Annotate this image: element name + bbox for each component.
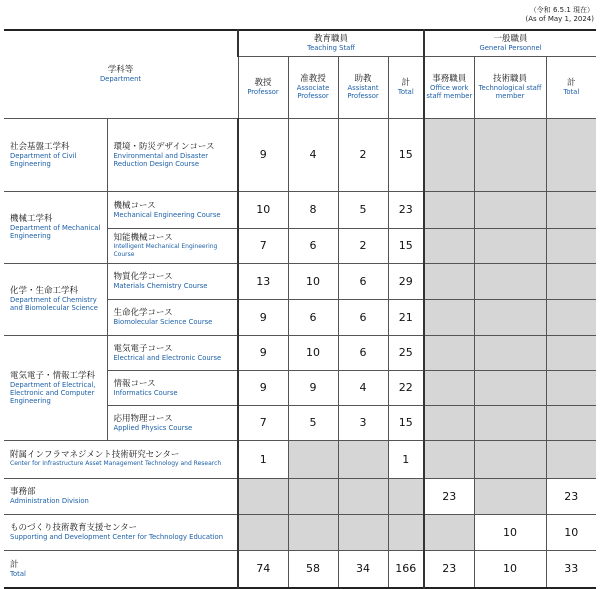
course-phys: 応用物理コース Applied Physics Course — [107, 405, 238, 440]
cell-empty — [424, 370, 474, 405]
cell-empty — [546, 191, 596, 228]
cell-empty — [238, 514, 288, 550]
table-row — [4, 440, 596, 478]
table-row — [4, 514, 596, 550]
cell-prof: 9 — [238, 370, 288, 405]
cell-empty — [288, 440, 338, 478]
cell-empty — [474, 335, 546, 370]
cell-empty — [238, 478, 288, 514]
monozukuri-center: ものづくり技術教育支援センター Supporting and Development Center for Technology Education — [4, 514, 238, 550]
cell-assoc: 9 — [288, 370, 338, 405]
cell-empty — [424, 228, 474, 263]
staff-table — [4, 29, 596, 589]
cell-total: 29 — [388, 263, 424, 299]
cell-asst: 6 — [338, 299, 388, 335]
course-info: 情報コース Informatics Course — [107, 370, 238, 405]
cell-empty — [288, 478, 338, 514]
cell-empty — [474, 299, 546, 335]
cell-empty — [424, 335, 474, 370]
cell-empty — [338, 478, 388, 514]
cell-empty — [424, 191, 474, 228]
cell-assoc: 6 — [288, 299, 338, 335]
cell-empty — [546, 405, 596, 440]
cell-asst: 6 — [338, 335, 388, 370]
course-mecheng: 機械コース Mechanical Engineering Course — [107, 191, 238, 228]
cell-asst: 5 — [338, 191, 388, 228]
cell-empty — [546, 370, 596, 405]
cell-prof: 9 — [238, 335, 288, 370]
header-assistant: 助教 Assistant Professor — [338, 56, 388, 118]
dept-elec: 電気電子・情報工学科 Department of Electrical, Electronic and Computer Engineering — [4, 335, 107, 440]
cell-total: 21 — [388, 299, 424, 335]
cell-empty — [546, 440, 596, 478]
course-biomol: 生命化学コース Biomolecular Science Course — [107, 299, 238, 335]
cell-total: 23 — [546, 478, 596, 514]
table-row — [4, 335, 596, 370]
header-total-teaching: 計 Total — [388, 56, 424, 118]
cell-empty — [546, 299, 596, 335]
cell-total: 15 — [388, 118, 424, 191]
total-assoc: 58 — [288, 550, 338, 588]
cell-total: 15 — [388, 405, 424, 440]
cell-empty — [474, 263, 546, 299]
total-general: 33 — [546, 550, 596, 588]
dept-civil: 社会基盤工学科 Department of Civil Engineering — [4, 118, 107, 191]
cell-empty — [388, 478, 424, 514]
cell-prof: 7 — [238, 405, 288, 440]
table-row — [4, 263, 596, 299]
cell-assoc: 10 — [288, 335, 338, 370]
course-intel: 知能機械コース Intelligent Mechanical Engineering Course — [107, 228, 238, 263]
cell-empty — [474, 440, 546, 478]
cell-empty — [424, 299, 474, 335]
header-row-1 — [4, 30, 596, 56]
table-row — [4, 478, 596, 514]
header-total-general: 計 Total — [546, 56, 596, 118]
cell-total: 22 — [388, 370, 424, 405]
header-tech: 技術職員 Technological staff member — [474, 56, 546, 118]
cell-assoc: 4 — [288, 118, 338, 191]
cell-prof: 9 — [238, 118, 288, 191]
cell-total: 1 — [388, 440, 424, 478]
as-of-jp: （令和 6.5.1 現在） — [529, 6, 594, 14]
total-office: 23 — [424, 550, 474, 588]
cell-empty — [546, 335, 596, 370]
cell-empty — [474, 191, 546, 228]
cell-total: 25 — [388, 335, 424, 370]
cell-total: 23 — [388, 191, 424, 228]
cell-assoc: 10 — [288, 263, 338, 299]
cell-prof: 1 — [238, 440, 288, 478]
cell-empty — [474, 405, 546, 440]
cell-empty — [546, 118, 596, 191]
cell-empty — [474, 370, 546, 405]
cell-empty — [424, 118, 474, 191]
total-prof: 74 — [238, 550, 288, 588]
cell-asst: 6 — [338, 263, 388, 299]
infra-center: 附属インフラマネジメント技術研究センター Center for Infrastructure Asset Management Technology and Research — [4, 440, 238, 478]
total-tech: 10 — [474, 550, 546, 588]
total-teaching: 166 — [388, 550, 424, 588]
dept-chem: 化学・生命工学科 Department of Chemistry and Biomolecular Science — [4, 263, 107, 335]
cell-assoc: 5 — [288, 405, 338, 440]
cell-assoc: 8 — [288, 191, 338, 228]
header-office: 事務職員 Office work staff member — [424, 56, 474, 118]
header-professor: 教授 Professor — [238, 56, 288, 118]
cell-empty — [288, 514, 338, 550]
header-general: 一般職員 General Personnel — [424, 30, 596, 56]
header-associate: 准教授 Associate Professor — [288, 56, 338, 118]
cell-prof: 7 — [238, 228, 288, 263]
cell-empty — [424, 405, 474, 440]
cell-empty — [546, 263, 596, 299]
course-matchem: 物質化学コース Materials Chemistry Course — [107, 263, 238, 299]
course-eee: 電気電子コース Electrical and Electronic Course — [107, 335, 238, 370]
cell-prof: 10 — [238, 191, 288, 228]
total-asst: 34 — [338, 550, 388, 588]
cell-office: 23 — [424, 478, 474, 514]
header-teaching: 教育職員 Teaching Staff — [238, 30, 424, 56]
total-row — [4, 550, 596, 588]
cell-total: 15 — [388, 228, 424, 263]
cell-empty — [424, 440, 474, 478]
cell-tech: 10 — [474, 514, 546, 550]
admin-division: 事務部 Administration Division — [4, 478, 238, 514]
total-label: 計 Total — [4, 550, 238, 588]
cell-prof: 9 — [238, 299, 288, 335]
course-env: 環境・防災デザインコース Environmental and Disaster Reduction Design Course — [107, 118, 238, 191]
cell-empty — [388, 514, 424, 550]
cell-empty — [474, 118, 546, 191]
cell-empty — [338, 440, 388, 478]
cell-asst: 4 — [338, 370, 388, 405]
cell-asst: 2 — [338, 228, 388, 263]
cell-prof: 13 — [238, 263, 288, 299]
cell-asst: 2 — [338, 118, 388, 191]
cell-asst: 3 — [338, 405, 388, 440]
cell-empty — [424, 514, 474, 550]
as-of-note — [525, 6, 594, 24]
cell-empty — [546, 228, 596, 263]
cell-total: 10 — [546, 514, 596, 550]
header-dept: 学科等 Department — [4, 30, 238, 118]
cell-assoc: 6 — [288, 228, 338, 263]
cell-empty — [474, 478, 546, 514]
dept-mech: 機械工学科 Department of Mechanical Engineering — [4, 191, 107, 263]
cell-empty — [424, 263, 474, 299]
as-of-en: (As of May 1, 2024) — [525, 15, 594, 23]
cell-empty — [474, 228, 546, 263]
table-row — [4, 191, 596, 228]
table-row — [4, 118, 596, 191]
cell-empty — [338, 514, 388, 550]
